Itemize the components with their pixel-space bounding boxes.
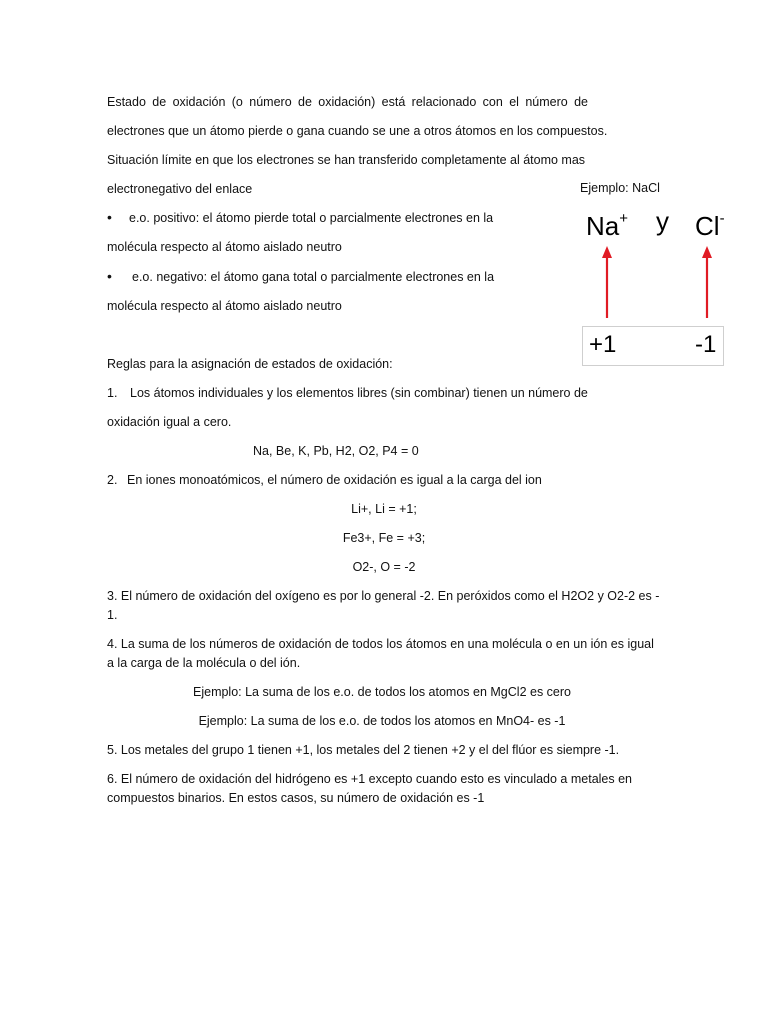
- conjunction-y: y: [656, 206, 669, 236]
- arrow-up-icon: [600, 246, 614, 318]
- rule2-example-2: Fe3+, Fe = +3;: [342, 531, 426, 545]
- bullet-dot-icon: •: [107, 209, 112, 225]
- cation-text: Na: [586, 211, 620, 241]
- intro-line-3: Situación límite en que los electrones se han transferido completamente al átomo mas: [107, 153, 586, 167]
- rule4-line-1: 4. La suma de los números de oxidación de todos los átomos en una molécula o en un ión es igual: [107, 637, 654, 651]
- rule3-line-1: 3. El número de oxidación del oxígeno es por lo general -2. En peróxidos como el H2O2 y O2-2 es -: [107, 589, 660, 603]
- rule1-number: 1.: [107, 386, 118, 400]
- intro-line-2: electrones que un átomo pierde o gana cuando se une a otros átomos en los compuestos.: [107, 124, 608, 138]
- rule3-line-2: 1.: [107, 608, 118, 622]
- rule5-line: 5. Los metales del grupo 1 tienen +1, los metales del 2 tienen +2 y el del flúor es siempre -1.: [107, 743, 620, 757]
- bullet-negative-continuation: molécula respecto al átomo aislado neutro: [107, 299, 342, 313]
- anion-symbol: [695, 204, 725, 241]
- rule2-example-1: Li+, Li = +1;: [351, 502, 417, 516]
- arrow-up-icon: [700, 246, 714, 318]
- bullet-positive: e.o. positivo: el átomo pierde total o parcialmente electrones en la: [129, 211, 494, 225]
- anion-oxidation-value: -1: [695, 331, 717, 358]
- rule6-line-1: 6. El número de oxidación del hidrógeno es +1 excepto cuando esto es vinculado a metales en: [107, 772, 632, 786]
- rule1-line-1: Los átomos individuales y los elementos libres (sin combinar) tienen un número de: [130, 386, 588, 400]
- rule2-line-1: En iones monoatómicos, el número de oxidación es igual a la carga del ion: [127, 473, 542, 487]
- rule4-example-1: Ejemplo: La suma de los e.o. de todos los atomos en MgCl2 es cero: [193, 685, 571, 699]
- anion-charge: -: [719, 210, 725, 227]
- rule2-number: 2.: [107, 473, 118, 487]
- rule1-example: Na, Be, K, Pb, H2, O2, P4 = 0: [253, 444, 419, 458]
- bullet-dot-icon: •: [107, 268, 112, 284]
- anion-text: Cl: [695, 211, 720, 241]
- cation-charge: +: [619, 210, 629, 227]
- nacl-example-figure: [578, 180, 728, 370]
- intro-line-4: electronegativo del enlace: [107, 182, 253, 196]
- figure-caption: Ejemplo: NaCl: [580, 181, 660, 195]
- bullet-positive-continuation: molécula respecto al átomo aislado neutro: [107, 240, 342, 254]
- rules-heading: Reglas para la asignación de estados de oxidación:: [107, 357, 393, 371]
- rule4-line-2: a la carga de la molécula o del ión.: [107, 656, 301, 670]
- bullet-negative: e.o. negativo: el átomo gana total o parcialmente electrones en la: [132, 270, 495, 284]
- rule4-example-2: Ejemplo: La suma de los e.o. de todos los atomos en MnO4- es -1: [198, 714, 566, 728]
- rule6-line-2: compuestos binarios. En estos casos, su número de oxidación es -1: [107, 791, 485, 805]
- cation-symbol: [586, 204, 628, 241]
- cation-oxidation-value: +1: [589, 331, 617, 358]
- intro-line-1: Estado de oxidación (o número de oxidación) está relacionado con el número de: [107, 95, 588, 109]
- oxidation-values-box: [582, 326, 724, 366]
- rule1-line-2: oxidación igual a cero.: [107, 415, 232, 429]
- rule2-example-3: O2-, O = -2: [352, 560, 416, 574]
